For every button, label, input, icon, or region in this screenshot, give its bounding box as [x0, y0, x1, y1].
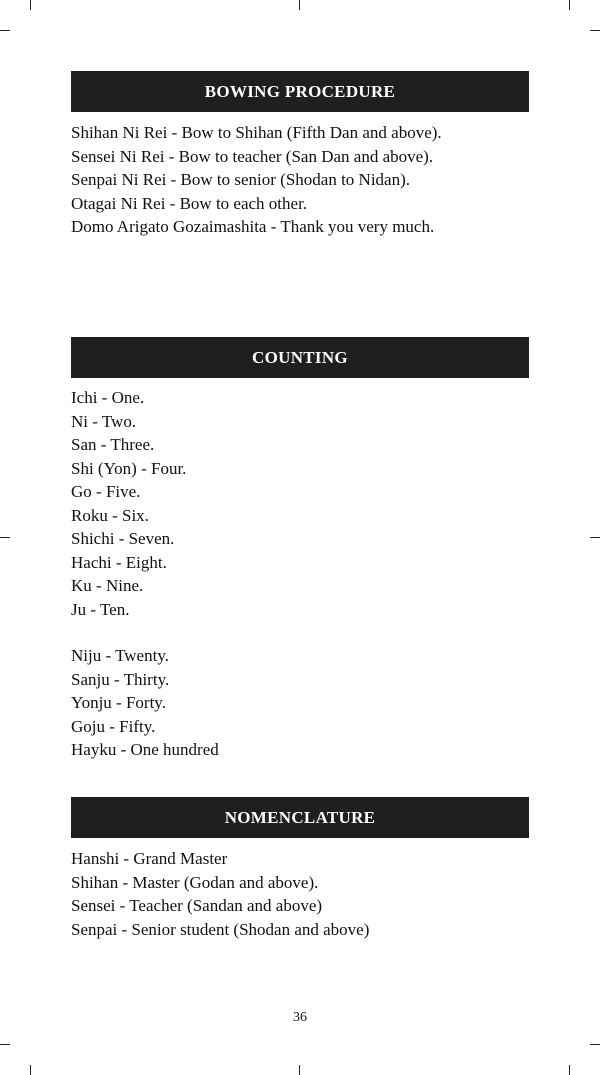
- list-item: Ku - Nine.: [71, 576, 144, 595]
- list-item: Ju - Ten.: [71, 599, 130, 619]
- crop-mark-right-upper: [590, 30, 600, 31]
- list-item: Hanshi - Grand Master: [71, 849, 228, 868]
- page-number: 36: [293, 1010, 307, 1025]
- list-item: Senpai Ni Rei - Bow to senior (Shodan to Nidan).: [71, 170, 411, 189]
- list-item: Hachi - Eight.: [71, 552, 167, 572]
- counting-heading: COUNTING: [71, 337, 529, 378]
- counting-list: [71, 386, 541, 762]
- crop-mark-top-center: [299, 0, 300, 10]
- list-item: Shi (Yon) - Four.: [71, 458, 187, 478]
- crop-mark-left-lower: [0, 1044, 10, 1045]
- bowing-procedure-list: [71, 121, 541, 239]
- bowing-procedure-heading: BOWING PROCEDURE: [71, 71, 529, 112]
- list-item: Go - Five.: [71, 482, 141, 501]
- list-item: Senpai - Senior student (Shodan and above): [71, 919, 370, 939]
- list-spacer: [71, 621, 541, 644]
- list-item: Ni - Two.: [71, 411, 137, 431]
- crop-mark-right-lower: [590, 1044, 600, 1045]
- crop-mark-top-right: [569, 0, 570, 10]
- nomenclature-list: [71, 847, 541, 941]
- list-item: Otagai Ni Rei - Bow to each other.: [71, 193, 308, 213]
- crop-mark-bottom-center: [299, 1065, 300, 1075]
- nomenclature-heading: NOMENCLATURE: [71, 797, 529, 838]
- crop-mark-top-left: [30, 0, 31, 10]
- list-item: San - Three.: [71, 435, 155, 454]
- crop-mark-bottom-left: [30, 1065, 31, 1075]
- crop-mark-bottom-right: [569, 1065, 570, 1075]
- list-item: Yonju - Forty.: [71, 693, 166, 712]
- list-item: Sensei - Teacher (Sandan and above): [71, 896, 323, 915]
- list-item: Hayku - One hundred: [71, 740, 219, 759]
- list-item: Sensei Ni Rei - Bow to teacher (San Dan and above).: [71, 146, 434, 166]
- list-item: Roku - Six.: [71, 505, 149, 525]
- crop-mark-right-middle: [590, 537, 600, 538]
- list-item: Shihan Ni Rei - Bow to Shihan (Fifth Dan and above).: [71, 123, 442, 142]
- list-item: Ichi - One.: [71, 388, 145, 407]
- list-item: Domo Arigato Gozaimashita - Thank you very much.: [71, 217, 435, 236]
- list-item: Goju - Fifty.: [71, 716, 156, 736]
- list-item: Niju - Twenty.: [71, 646, 169, 665]
- list-item: Shihan - Master (Godan and above).: [71, 872, 319, 892]
- crop-mark-left-upper: [0, 30, 10, 31]
- list-item: Sanju - Thirty.: [71, 669, 170, 689]
- crop-mark-left-middle: [0, 537, 10, 538]
- list-item: Shichi - Seven.: [71, 529, 175, 548]
